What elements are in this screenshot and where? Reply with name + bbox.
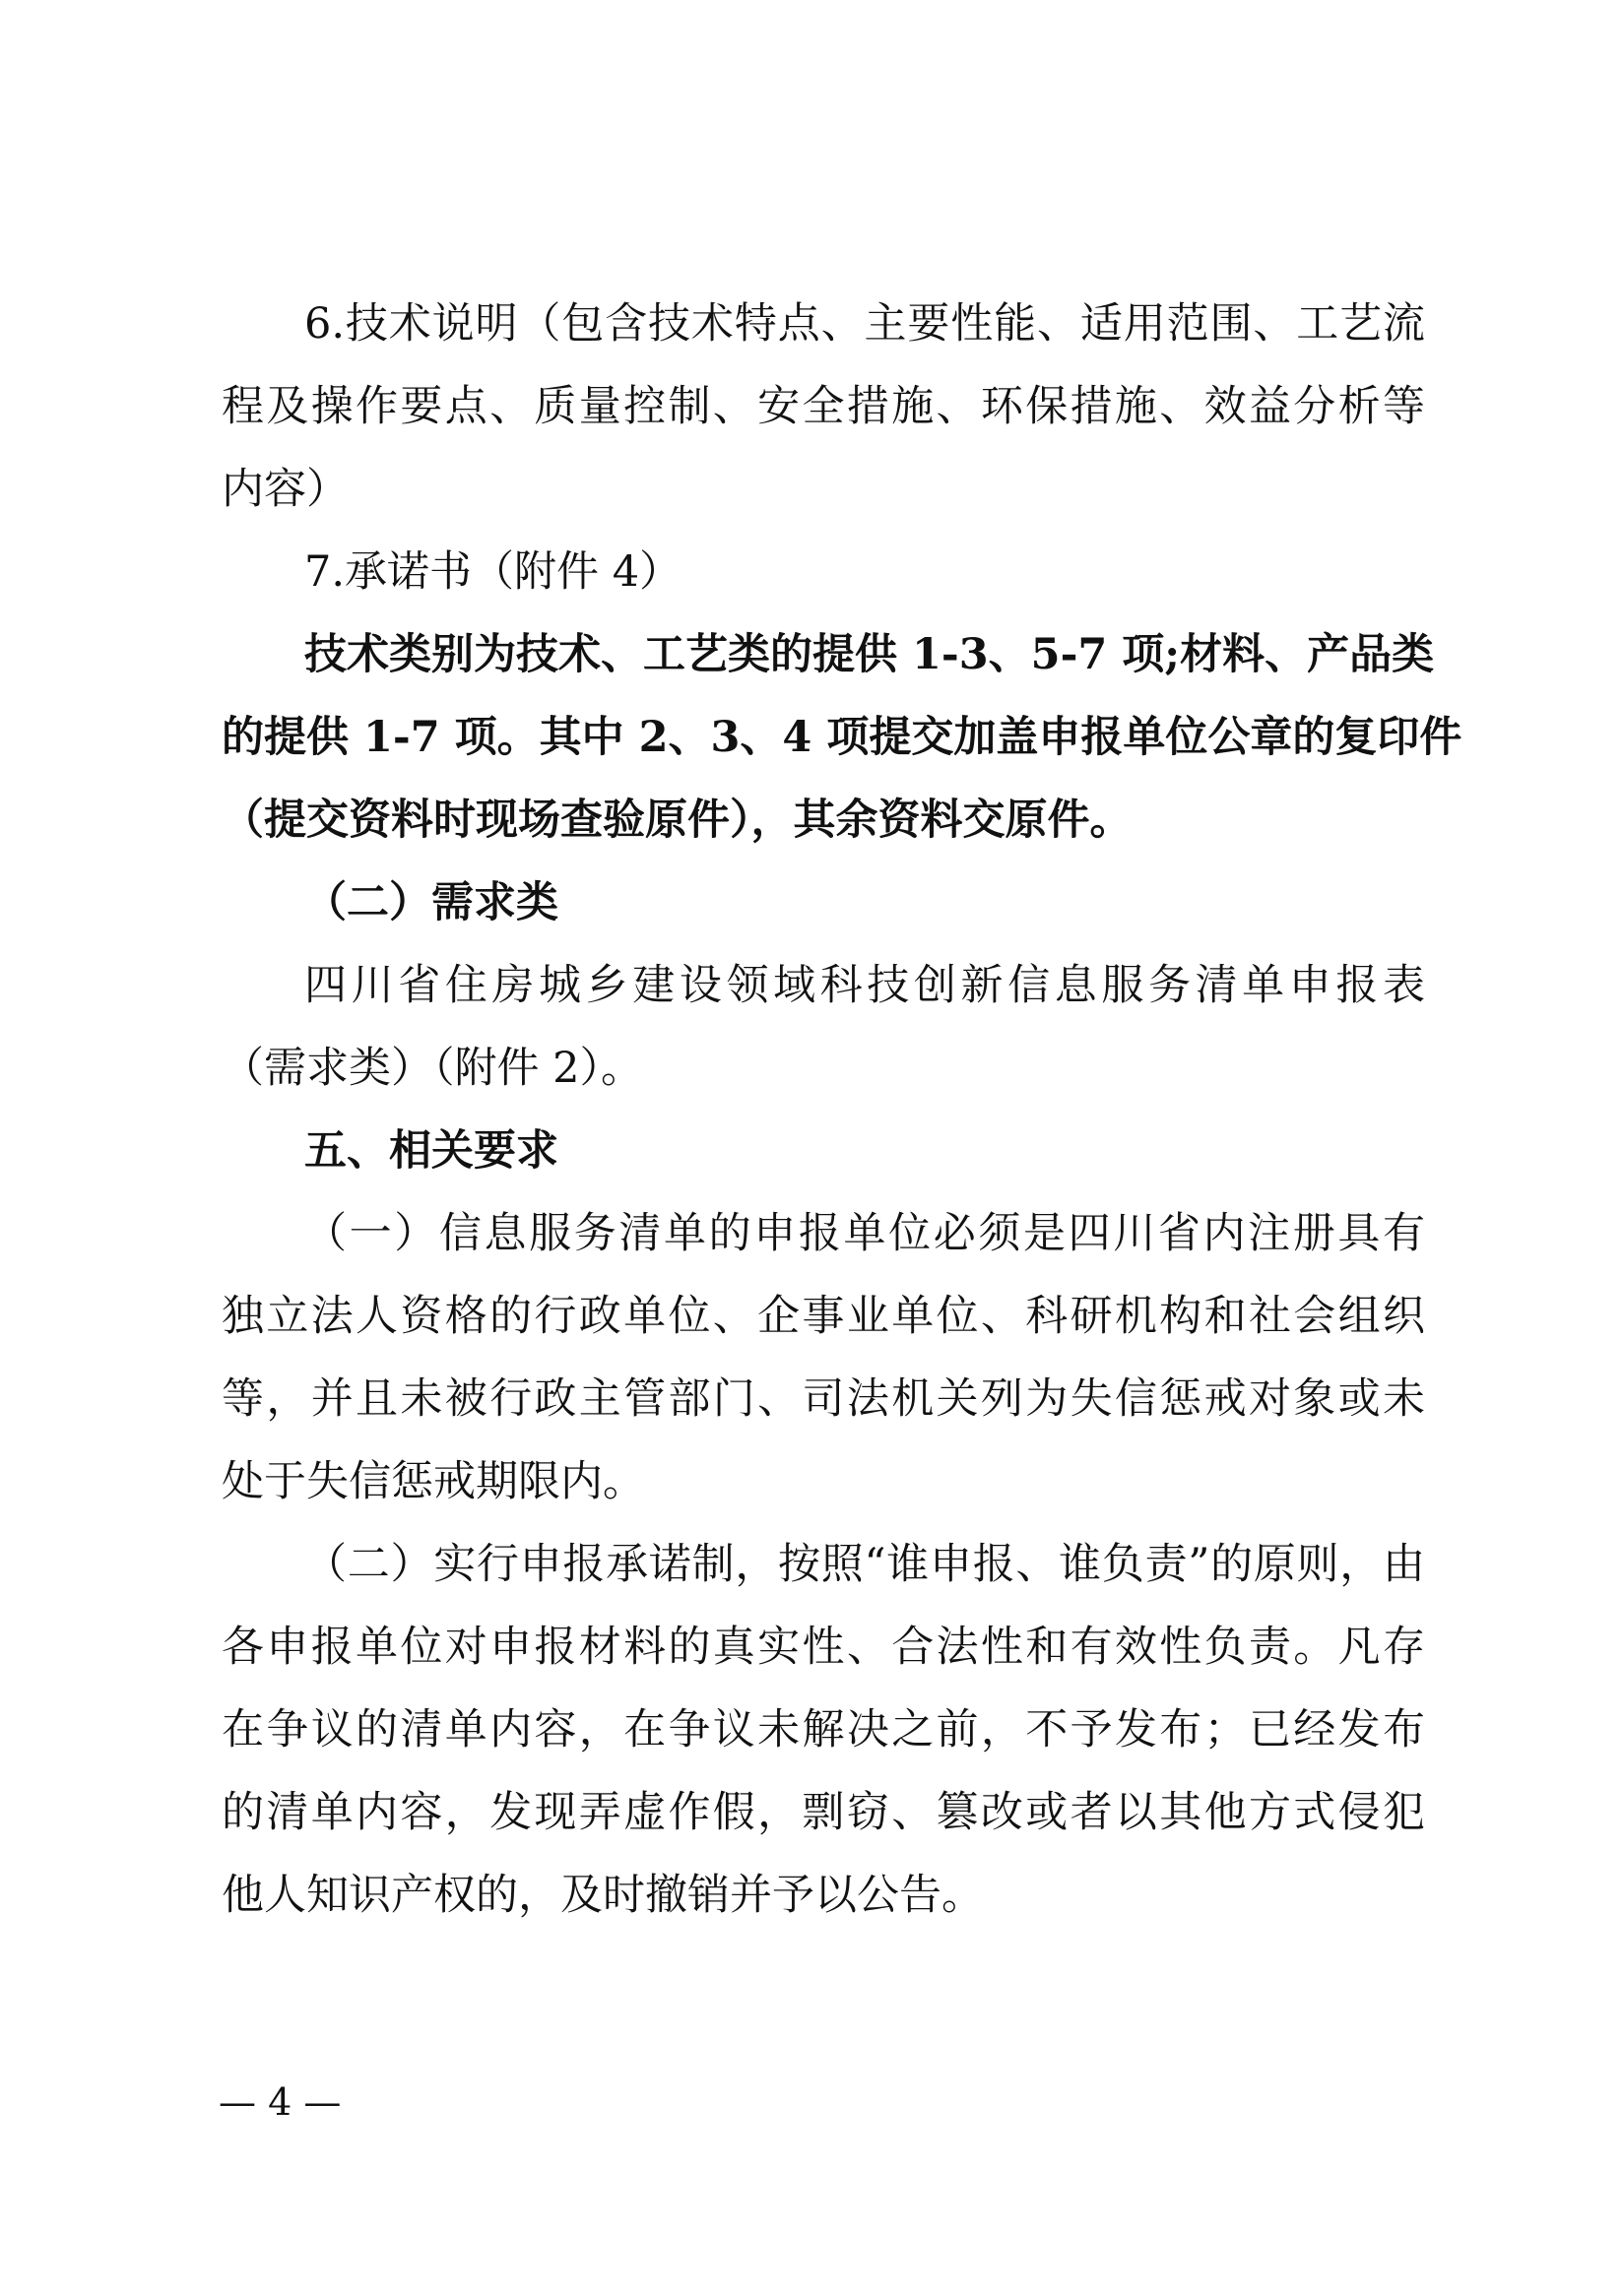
page-number: — 4 —: [219, 2080, 342, 2124]
bold-note-line-1: 技术类别为技术、工艺类的提供 1-3、5-7 项;材料、产品类: [304, 630, 1435, 679]
requirement-2-line-4: 的清单内容，发现弄虚作假，剽窃、篡改或者以其他方式侵犯: [222, 1788, 1425, 1837]
section-heading-requirements: 五、相关要求: [304, 1126, 558, 1176]
item-7: 7.承诺书（附件 4）: [304, 547, 682, 597]
item-6-line-1: 6.技术说明（包含技术特点、主要性能、适用范围、工艺流: [304, 299, 1425, 349]
requirement-1-line-2: 独立法人资格的行政单位、企事业单位、科研机构和社会组织: [222, 1292, 1425, 1341]
item-6-line-2: 程及操作要点、质量控制、安全措施、环保措施、效益分析等: [222, 382, 1425, 431]
bold-note-line-3: （提交资料时现场查验原件），其余资料交原件。: [222, 796, 1133, 845]
requirement-2-line-2: 各申报单位对申报材料的真实性、合法性和有效性负责。凡存: [222, 1623, 1425, 1672]
bold-note-line-2: 的提供 1-7 项。其中 2、3、4 项提交加盖申报单位公章的复印件: [222, 713, 1462, 762]
requirement-2-line-3: 在争议的清单内容，在争议未解决之前，不予发布；已经发布: [222, 1705, 1425, 1754]
requirement-2-line-1: （二）实行申报承诺制，按照“谁申报、谁负责”的原则，由: [304, 1540, 1425, 1589]
requirement-1-line-3: 等，并且未被行政主管部门、司法机关列为失信惩戒对象或未: [222, 1374, 1425, 1424]
requirement-1-line-4: 处于失信惩戒期限内。: [222, 1457, 645, 1506]
section-heading-demand: （二）需求类: [304, 878, 558, 927]
item-6-line-3: 内容）: [222, 465, 349, 514]
demand-form-line-1: 四川省住房城乡建设领域科技创新信息服务清单申报表: [304, 961, 1425, 1010]
demand-form-line-2: （需求类）（附件 2）。: [222, 1044, 644, 1093]
requirement-1-line-1: （一）信息服务清单的申报单位必须是四川省内注册具有: [304, 1209, 1425, 1258]
requirement-2-line-5: 他人知识产权的，及时撤销并予以公告。: [222, 1871, 984, 1920]
